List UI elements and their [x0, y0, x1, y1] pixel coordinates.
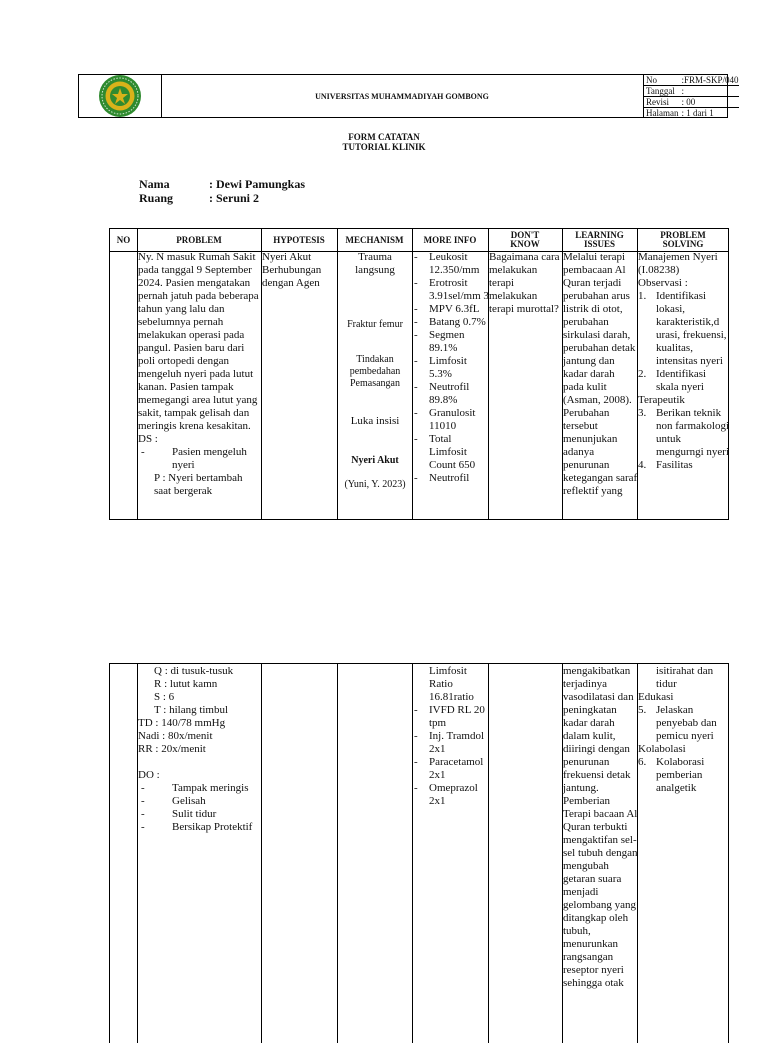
solving-heading: Manajemen Nyeri (I.08238): [638, 251, 718, 276]
do-item: - Gelisah: [138, 795, 262, 808]
solving-item: 4. Fasilitas: [638, 459, 693, 471]
mechanism-incision: Luka insisi: [350, 415, 400, 427]
pqrst-r: R : lutut kamn: [154, 678, 218, 690]
mechanism-surgery: Tindakan pembedahan Pemasangan: [349, 354, 401, 389]
lab-item: - Total Limfosit Count 650: [414, 433, 490, 472]
name-value: : Dewi Pamungkas: [209, 177, 306, 191]
university-logo: [97, 73, 143, 119]
solving-item: 3. Berikan teknik non farmakologi untuk mengurngi nyeri: [638, 407, 730, 458]
solving-collaboration: Kolabolasi: [638, 743, 686, 755]
solving-item: 1. Identifikasi lokasi, karakteristik,d urasi, frekuensi, kualitas, intensitas nyeri: [638, 290, 727, 367]
do-item: - Tampak meringis: [138, 782, 262, 795]
mechanism-citation: (Yuni, Y. 2023): [344, 479, 406, 490]
header-learning-issues: LEARNING ISSUES: [575, 230, 624, 249]
learning-issues-cell-continued: mengakibatkan terjadinya vasodilatasi dan peningkatan kadar darah dalam kulit, diiringi dengan penurunan frekuensi detak jantung. Pemberian Terapi bacaan Al Quran terbukti mengaktifan sel-sel tubuh dengan mengubah getaran suara menjadi gelombang yang ditangkap oleh tubuh, menurunkan rangsangan reseptor nyeri sehingga otak: [563, 665, 638, 989]
therapy-item: - IVFD RL 20 tpm: [414, 704, 490, 730]
pqrst-t: T : hilang timbul: [154, 704, 229, 716]
lab-item: - Neutrofil: [414, 472, 490, 485]
learning-issues-cell: Melalui terapi pembacaan Al Quran terjadi perubahan arus listrik di otot, perubahan sirkulasi darah, perubahan detak jantung dan kadar darah pada kulit (Asman, 2008). Perubahan tersebut menunjukan adanya penurunan ketegangan saraf reflektif yang: [563, 251, 638, 497]
solving-item-cont: isitirahat dan tidur: [656, 665, 714, 690]
header-hypothesis: HYPOTESIS: [273, 234, 325, 245]
mechanism-acute-pain: Nyeri Akut: [351, 455, 399, 466]
lab-item: - Batang 0.7%: [414, 316, 490, 329]
meta-row: Tanggal :: [643, 86, 739, 97]
logo-cell: [79, 75, 162, 117]
problem-solving-cell: [638, 251, 729, 472]
room-label: Ruang: [139, 191, 174, 205]
lab-item: Limfosit Ratio 16.81ratio: [429, 665, 474, 703]
mechanism-trauma: Trauma langsung: [355, 251, 395, 276]
solving-education: Edukasi: [638, 691, 674, 703]
solving-item: 2. Identifikasi skala nyeri: [638, 368, 707, 393]
tutorial-table-page1: [109, 228, 729, 520]
vital-rr: RR : 20x/menit: [138, 743, 206, 755]
lab-item: - Limfosit 5.3%: [414, 355, 490, 381]
lab-item: - Leukosit 12.350/mm: [414, 251, 490, 277]
problem-cell: [138, 251, 262, 498]
pqrst-q: Q : di tusuk-tusuk: [154, 665, 234, 677]
vital-bp: TD : 140/78 mmHg: [138, 717, 226, 729]
more-info-cell: [414, 251, 490, 485]
do-item: - Bersikap Protektif: [138, 821, 262, 834]
form-meta-table: [643, 75, 739, 118]
do-item: - Sulit tidur: [138, 808, 262, 821]
lab-item: - Erotrosit 3.91sel/mm 3: [414, 277, 490, 303]
header-dont-know: DON'T KNOW: [510, 230, 540, 249]
problem-solving-cell-continued: [638, 665, 729, 795]
header-mechanism: MECHANISM: [345, 234, 404, 245]
document-header: [78, 74, 739, 118]
header-no: NO: [116, 234, 131, 245]
dont-know-cell: Bagaimana cara melakukan terapi melakukan terapi murottal?: [489, 251, 560, 315]
solving-therapeutic: Terapeutik: [638, 394, 685, 406]
meta-row: Halaman : 1 dari 1: [646, 108, 714, 118]
name-label: Nama: [139, 177, 170, 191]
lab-item: - Segmen 89.1%: [414, 329, 490, 355]
therapy-item: - Inj. Tramdol 2x1: [414, 730, 490, 756]
therapy-item: - Paracetamol 2x1: [414, 756, 490, 782]
header-problem: PROBLEM: [176, 234, 222, 245]
university-name: UNIVERSITAS MUHAMMADIYAH GOMBONG: [161, 75, 644, 117]
vital-pulse: Nadi : 80x/menit: [138, 730, 213, 742]
tutorial-table-page2: [109, 663, 729, 1043]
ds-label: DS :: [138, 433, 158, 445]
hypothesis-cell: Nyeri Akut Berhubungan dengan Agen: [262, 251, 322, 289]
therapy-item: - Omeprazol 2x1: [414, 782, 490, 808]
header-more-info: MORE INFO: [423, 234, 477, 245]
header-problem-solving: PROBLEM SOLVING: [660, 230, 706, 249]
solving-item: 6. Kolaborasi pemberian analgetik: [638, 756, 705, 794]
problem-cell-continued: [138, 665, 262, 834]
room-value: : Seruni 2: [209, 191, 260, 205]
meta-row: No :FRM-SKP/040: [643, 75, 739, 86]
solving-observation: Observasi :: [638, 277, 688, 289]
meta-row: Revisi : 00: [643, 97, 739, 108]
pqrst-p: P : Nyeri bertambah saat bergerak: [154, 472, 243, 497]
lab-item: - Neutrofil 89.8%: [414, 381, 490, 407]
problem-narrative: Ny. N masuk Rumah Sakit pada tanggal 9 September 2024. Pasien mengatakan pernah jatuh pada beberapa tahun yang lalu dan sebelumnya pernah melakukan operasi pada pangul. Pasien baru dari poli ortopedi dengan mengeluh nyeri pada lutut kanan. Pasien tampak memegangi area lutut yang sakit, tampak gelisah dan meringis krena kesakitan.: [138, 251, 259, 432]
pqrst-s: S : 6: [154, 691, 175, 703]
solving-item: 5. Jelaskan penyebab dan pemicu nyeri: [638, 704, 717, 742]
form-subtitle: TUTORIAL KLINIK: [342, 142, 426, 152]
lab-item: - MPV 6.3fL: [414, 303, 490, 316]
lab-item: - Granulosit 11010: [414, 407, 490, 433]
mechanism-fracture: Fraktur femur: [347, 319, 403, 330]
form-title: FORM CATATAN: [348, 132, 420, 142]
more-info-cell-continued: [414, 665, 490, 808]
ds-item: - Pasien mengeluh nyeri: [138, 446, 262, 472]
do-label: DO :: [138, 769, 160, 781]
